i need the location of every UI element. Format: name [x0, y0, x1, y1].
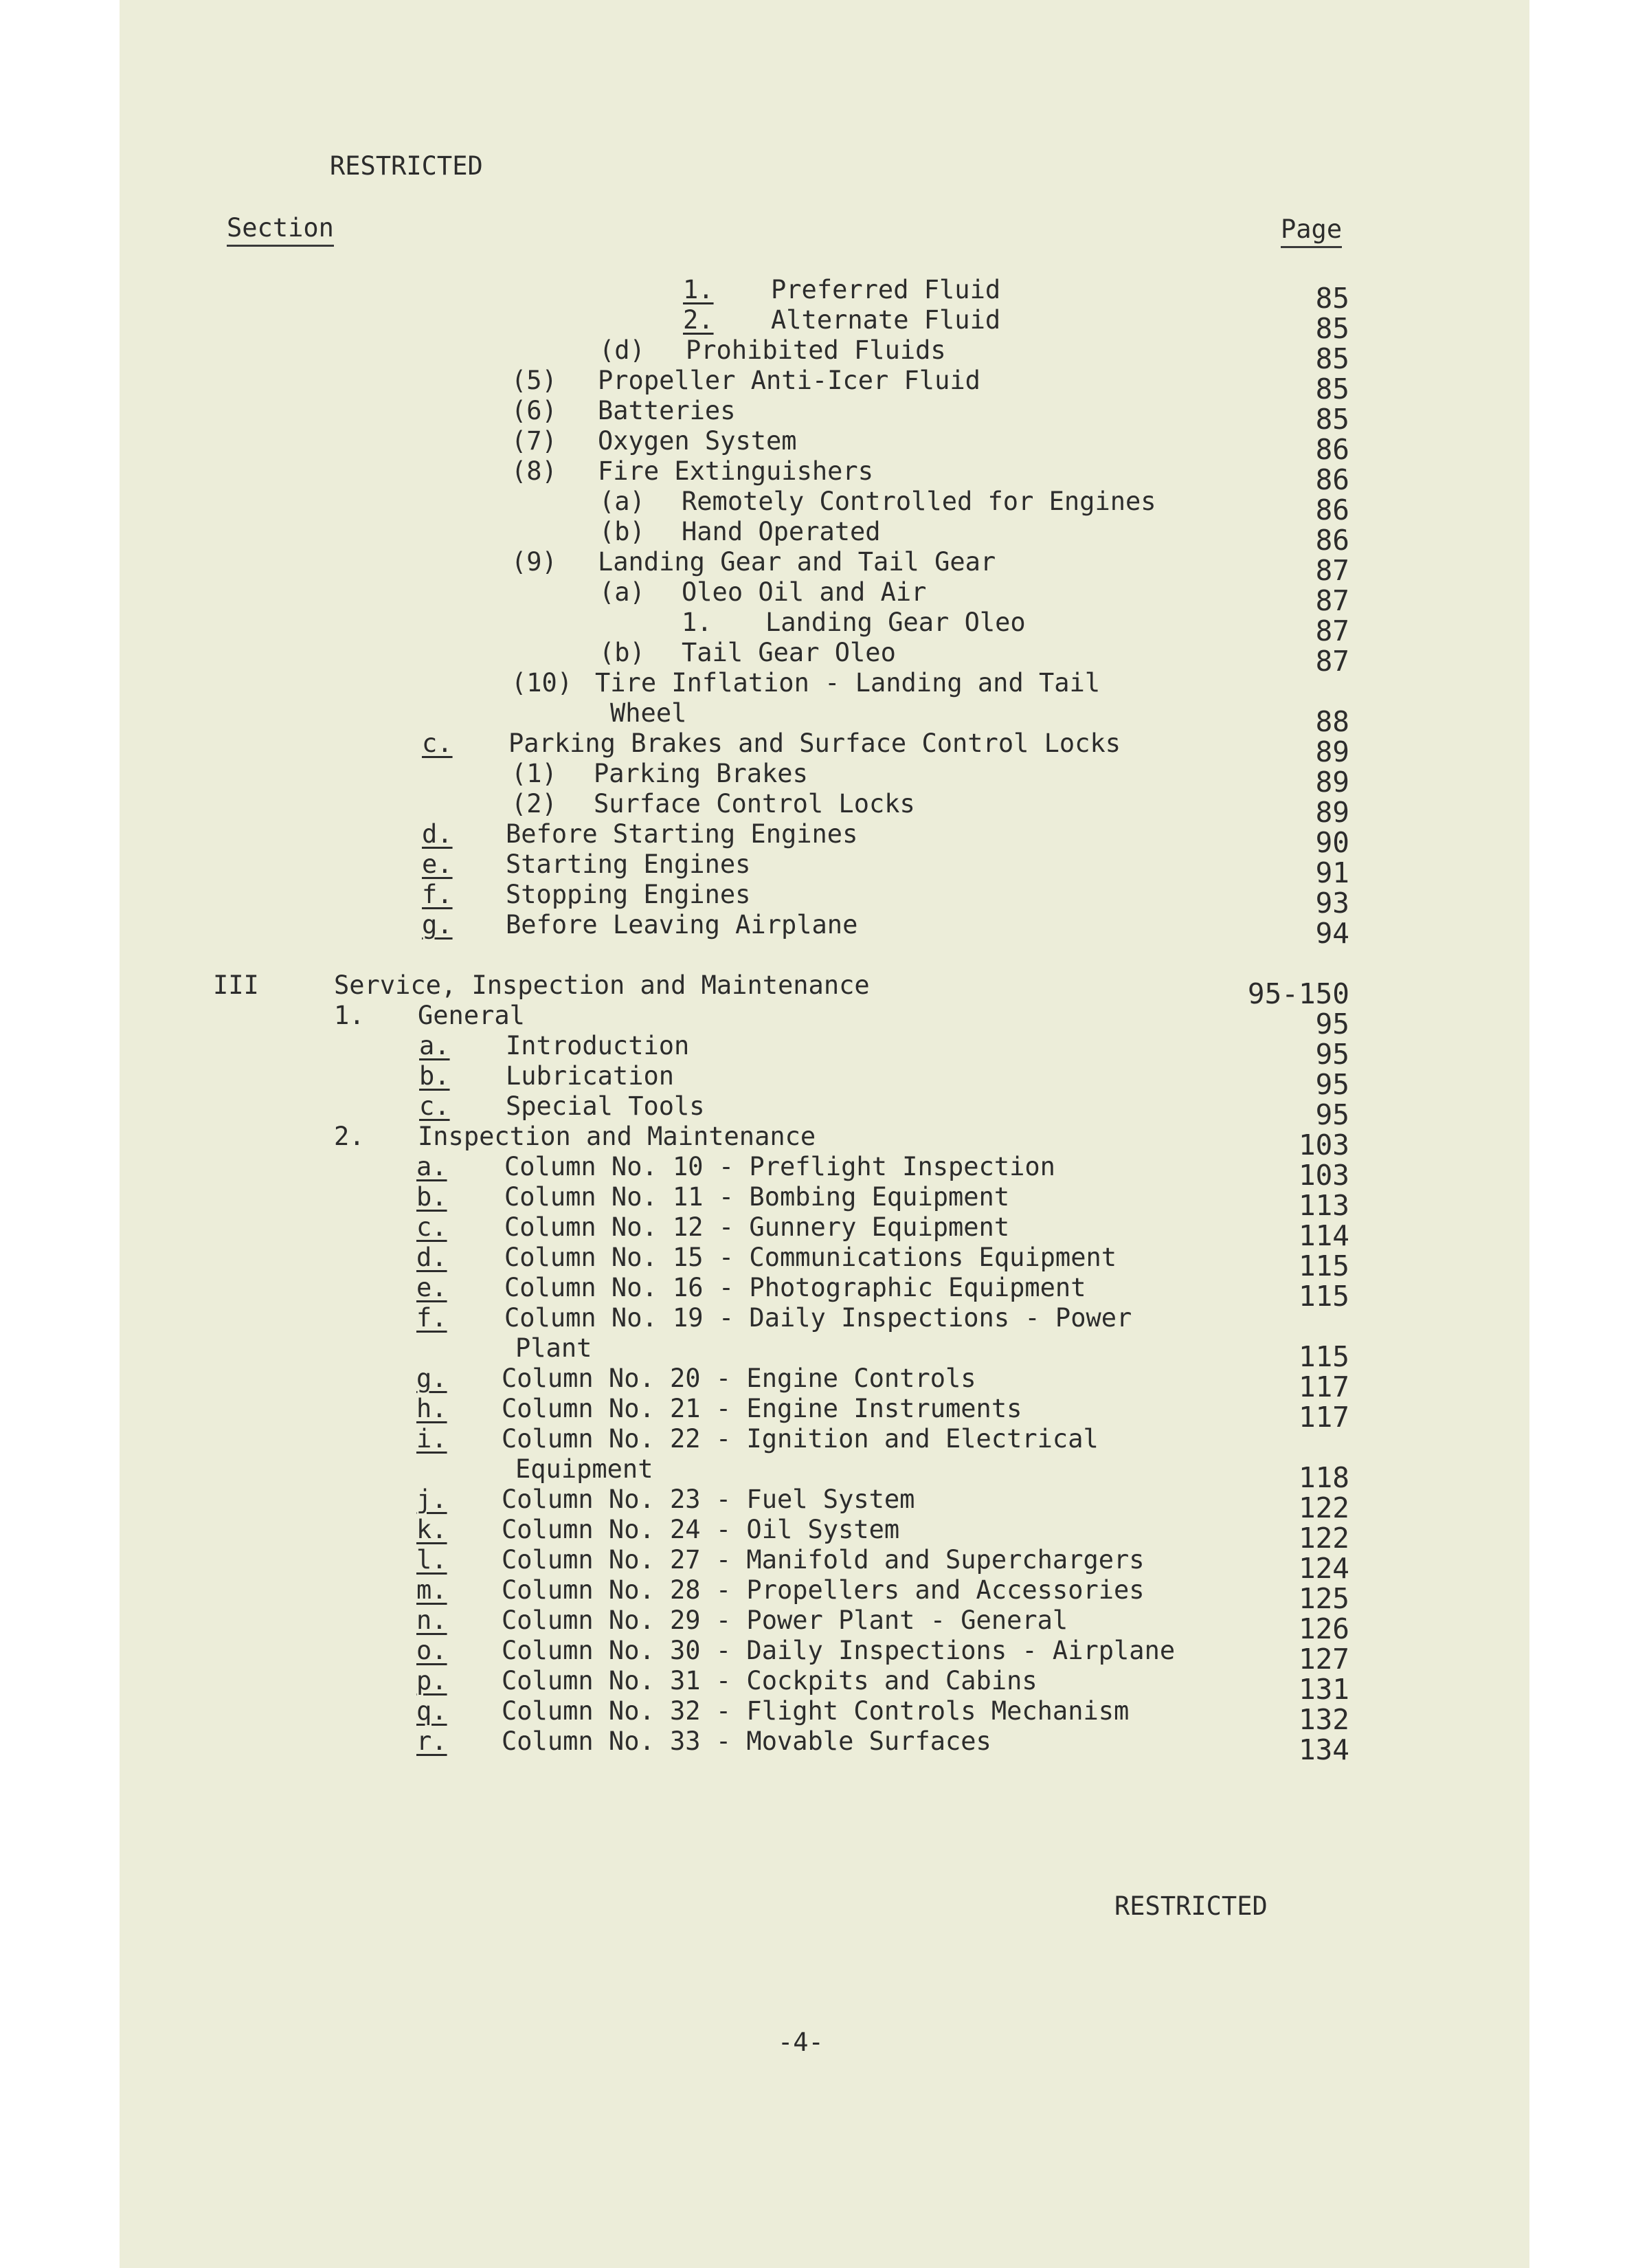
toc-entry-title: Column No. 27 - Manifold and Superchargers [502, 1545, 1145, 1575]
toc-entry-title: Tail Gear Oleo [682, 638, 896, 667]
toc-entry-page: 127 [1298, 1643, 1349, 1676]
toc-entry-label: 2. [334, 1122, 365, 1151]
toc-entry-label: r. [416, 1726, 447, 1756]
toc-entry-title-continued: Wheel [610, 698, 687, 728]
toc-entry-page: 91 [1315, 856, 1349, 889]
footer-classification: RESTRICTED [1114, 1891, 1268, 1921]
toc-entry-label: (2) [511, 789, 557, 819]
toc-entry-page: 90 [1315, 826, 1349, 859]
toc-entry-title: Surface Control Locks [594, 789, 915, 819]
toc-entry-label: (10) [511, 668, 573, 698]
toc-entry-page: 115 [1298, 1280, 1349, 1313]
toc-entry-label: f. [422, 880, 453, 909]
toc-entry-page: 86 [1315, 463, 1349, 496]
toc-entry-title: Column No. 33 - Movable Surfaces [502, 1726, 991, 1756]
toc-entry-label: g. [422, 910, 453, 940]
toc-entry-label: j. [416, 1485, 447, 1514]
toc-entry-title: Introduction [506, 1031, 690, 1060]
toc-entry-label: 1. [682, 608, 713, 637]
toc-entry-label: a. [419, 1031, 450, 1060]
toc-entry-label: 1. [334, 1001, 365, 1030]
toc-entry-label: e. [416, 1273, 447, 1302]
toc-entry-label: l. [416, 1545, 447, 1575]
toc-entry-label: b. [419, 1061, 450, 1091]
toc-entry-title: Column No. 20 - Engine Controls [502, 1364, 976, 1393]
toc-entry-title: Parking Brakes and Surface Control Locks [508, 729, 1121, 758]
toc-entry-label: 1. [683, 275, 714, 304]
toc-entry-page: 86 [1315, 524, 1349, 557]
toc-entry-label: (8) [511, 456, 557, 486]
toc-entry-label: c. [422, 729, 453, 758]
toc-entry-page: 85 [1315, 282, 1349, 315]
toc-entry-page: 114 [1298, 1219, 1349, 1252]
toc-entry-page: 134 [1298, 1733, 1349, 1766]
toc-entry-title: Column No. 22 - Ignition and Electrical [502, 1424, 1099, 1454]
toc-entry-label: (a) [599, 487, 645, 516]
toc-entry-title: Landing Gear and Tail Gear [598, 547, 996, 577]
toc-entry-page: 125 [1298, 1582, 1349, 1615]
toc-entry-title: Column No. 11 - Bombing Equipment [504, 1182, 1010, 1212]
toc-entry-title: General [418, 1001, 525, 1030]
toc-entry-page: 85 [1315, 373, 1349, 405]
toc-entry-page: 117 [1298, 1401, 1349, 1434]
toc-entry-label: d. [422, 819, 453, 849]
toc-entry-page: 86 [1315, 433, 1349, 466]
toc-entry-label: e. [422, 849, 453, 879]
toc-entry-page: 131 [1298, 1673, 1349, 1706]
toc-entry-page: 95 [1315, 1098, 1349, 1131]
toc-entry-title: Propeller Anti-Icer Fluid [598, 366, 980, 395]
toc-entry-title: Alternate Fluid [771, 305, 1001, 335]
toc-entry-page: 126 [1298, 1612, 1349, 1645]
page-number: -4- [778, 2027, 824, 2057]
toc-entry-label: (b) [599, 517, 645, 546]
toc-entry-page: 87 [1315, 584, 1349, 617]
toc-entry-label: (b) [599, 638, 645, 667]
header-classification: RESTRICTED [330, 151, 483, 181]
toc-entry-page: 113 [1298, 1189, 1349, 1222]
toc-entry-page: 117 [1298, 1370, 1349, 1403]
toc-entry-label: (d) [599, 335, 645, 365]
toc-entry-title: Stopping Engines [506, 880, 751, 909]
toc-entry-label: q. [416, 1696, 447, 1726]
toc-entry-title: Column No. 16 - Photographic Equipment [504, 1273, 1086, 1302]
toc-entry-title: Hand Operated [682, 517, 881, 546]
toc-entry-title: Parking Brakes [594, 759, 808, 788]
page-column-heading: Page [1281, 214, 1342, 248]
toc-entry-page: 85 [1315, 403, 1349, 436]
toc-entry-label: (1) [511, 759, 557, 788]
toc-entry-label: o. [416, 1636, 447, 1665]
toc-entry-page: 89 [1315, 796, 1349, 829]
toc-entry-label: a. [416, 1152, 447, 1181]
toc-entry-page: 103 [1298, 1159, 1349, 1192]
toc-entry-title: Column No. 28 - Propellers and Accessories [502, 1575, 1145, 1605]
toc-entry-title: Landing Gear Oleo [765, 608, 1026, 637]
toc-entry-label: b. [416, 1182, 447, 1212]
toc-entry-title: Special Tools [506, 1091, 705, 1121]
toc-entry-label: k. [416, 1515, 447, 1544]
toc-entry-title-continued: Equipment [515, 1454, 653, 1484]
toc-entry-page: 118 [1298, 1461, 1349, 1494]
toc-entry-title: Prohibited Fluids [686, 335, 946, 365]
toc-entry-title: Column No. 32 - Flight Controls Mechanism [502, 1696, 1130, 1726]
toc-entry-label: (5) [511, 366, 557, 395]
toc-entry-title: Lubrication [506, 1061, 675, 1091]
toc-entry-title: Preferred Fluid [771, 275, 1001, 304]
toc-entry-page: 95 [1315, 1068, 1349, 1101]
toc-entry-label: p. [416, 1666, 447, 1696]
toc-entry-title: Starting Engines [506, 849, 751, 879]
toc-entry-title: Batteries [598, 396, 736, 425]
toc-entry-page: 89 [1315, 735, 1349, 768]
toc-entry-title: Column No. 10 - Preflight Inspection [504, 1152, 1055, 1181]
toc-entry-label: d. [416, 1243, 447, 1272]
toc-entry-label: c. [416, 1212, 447, 1242]
toc-entry-label: 2. [683, 305, 714, 335]
toc-entry-page: 86 [1315, 493, 1349, 526]
toc-entry-label: i. [416, 1424, 447, 1454]
toc-entry-title: Column No. 30 - Daily Inspections - Airplane [502, 1636, 1176, 1665]
toc-entry-title: Inspection and Maintenance [418, 1122, 816, 1151]
toc-entry-label: n. [416, 1605, 447, 1635]
toc-entry-label: m. [416, 1575, 447, 1605]
toc-entry-title: Column No. 12 - Gunnery Equipment [504, 1212, 1010, 1242]
toc-entry-label: (6) [511, 396, 557, 425]
toc-entry-label: (9) [511, 547, 557, 577]
toc-entry-title: Column No. 23 - Fuel System [502, 1485, 915, 1514]
toc-entry-title: Oxygen System [598, 426, 797, 456]
toc-entry-page: 122 [1298, 1491, 1349, 1524]
toc-entry-page: 88 [1315, 705, 1349, 738]
toc-entry-page: 115 [1298, 1340, 1349, 1373]
toc-entry-page: 103 [1298, 1129, 1349, 1161]
toc-entry-title: Column No. 29 - Power Plant - General [502, 1605, 1068, 1635]
toc-entry-label: h. [416, 1394, 447, 1423]
toc-entry-page: 94 [1315, 917, 1349, 950]
toc-entry-title: Column No. 21 - Engine Instruments [502, 1394, 1022, 1423]
toc-entry-title: Fire Extinguishers [598, 456, 873, 486]
toc-entry-page: 132 [1298, 1703, 1349, 1736]
toc-entry-page: 95 [1315, 1008, 1349, 1041]
section-column-heading: Section [227, 213, 334, 247]
toc-entry-page: 115 [1298, 1249, 1349, 1282]
toc-entry-title: Remotely Controlled for Engines [682, 487, 1156, 516]
toc-entry-page: 87 [1315, 554, 1349, 587]
toc-entry-title: Before Leaving Airplane [506, 910, 858, 940]
toc-entry-label: f. [416, 1303, 447, 1333]
toc-entry-title: Tire Inflation - Landing and Tail [595, 668, 1101, 698]
toc-entry-page: 124 [1298, 1552, 1349, 1585]
toc-entry-page: 89 [1315, 766, 1349, 799]
toc-entry-page: 95 [1315, 1038, 1349, 1071]
toc-entry-title: Column No. 15 - Communications Equipment [504, 1243, 1117, 1272]
toc-entry-page: 95-150 [1247, 977, 1349, 1010]
toc-entry-label: III [213, 970, 259, 1000]
toc-entry-page: 85 [1315, 342, 1349, 375]
toc-entry-title: Column No. 24 - Oil System [502, 1515, 900, 1544]
document-page [120, 0, 1529, 2268]
toc-entry-title: Oleo Oil and Air [682, 577, 927, 607]
toc-entry-title: Before Starting Engines [506, 819, 858, 849]
toc-entry-label: (7) [511, 426, 557, 456]
toc-entry-page: 87 [1315, 614, 1349, 647]
toc-entry-title-continued: Plant [515, 1333, 592, 1363]
toc-entry-label: (a) [599, 577, 645, 607]
toc-entry-title: Service, Inspection and Maintenance [334, 970, 870, 1000]
toc-entry-page: 93 [1315, 887, 1349, 920]
toc-entry-title: Column No. 19 - Daily Inspections - Power [504, 1303, 1132, 1333]
toc-entry-label: c. [419, 1091, 450, 1121]
toc-entry-label: g. [416, 1364, 447, 1393]
toc-entry-page: 87 [1315, 645, 1349, 678]
toc-entry-page: 122 [1298, 1522, 1349, 1555]
toc-entry-page: 85 [1315, 312, 1349, 345]
toc-entry-title: Column No. 31 - Cockpits and Cabins [502, 1666, 1037, 1696]
